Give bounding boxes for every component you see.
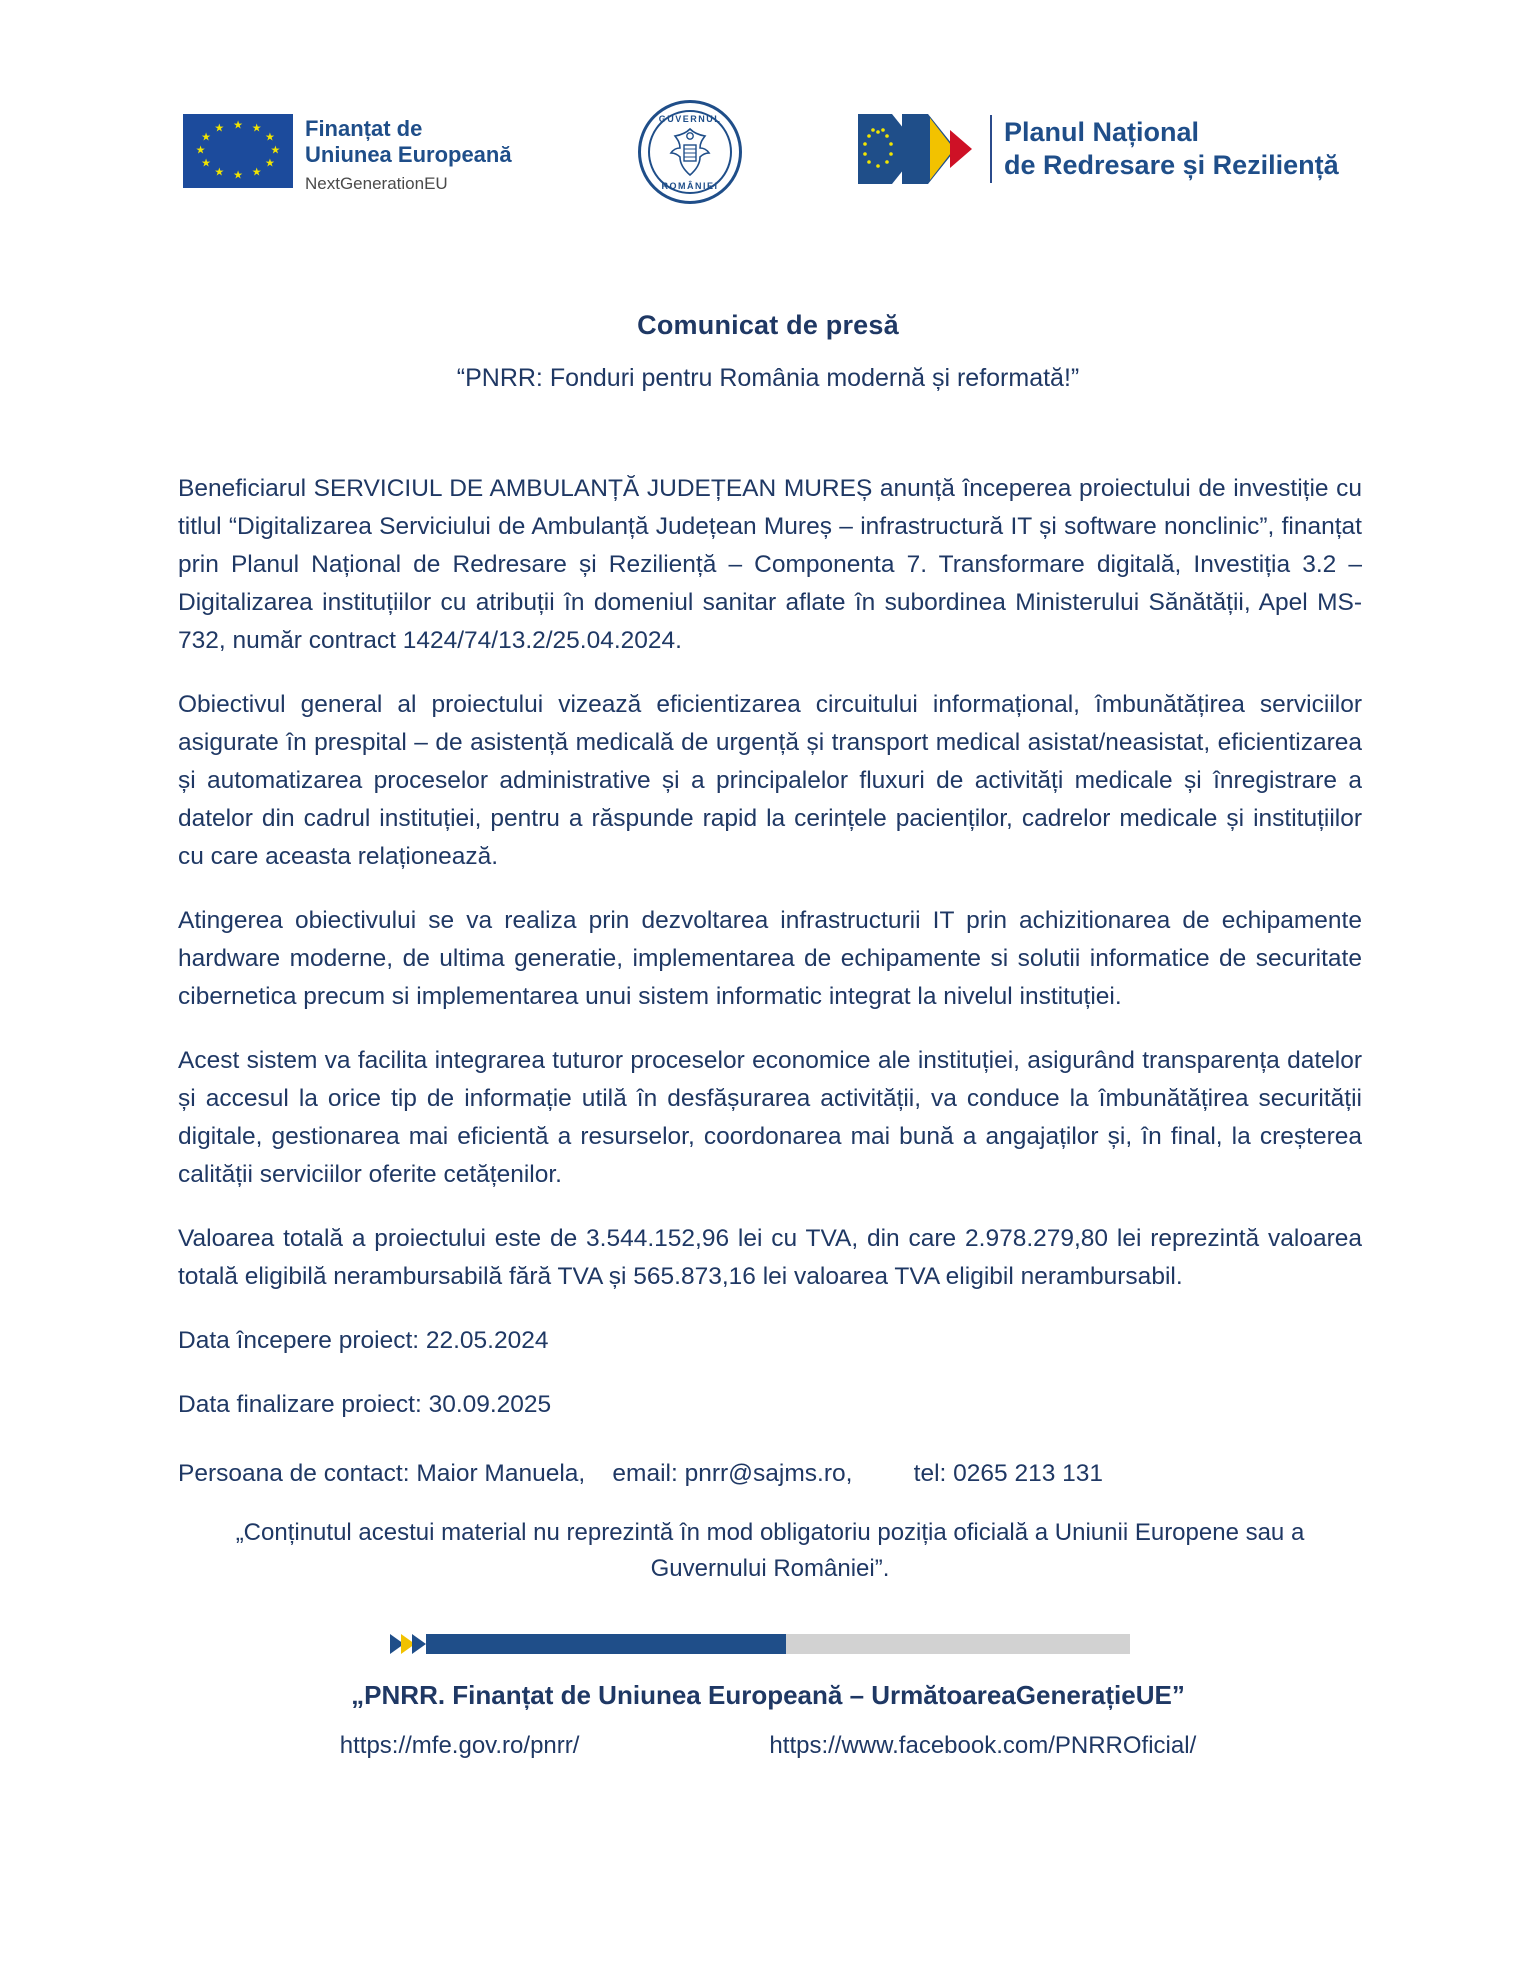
footer-link-facebook[interactable]: https://www.facebook.com/PNRROficial/	[769, 1732, 1197, 1759]
disclaimer-text: „Conținutul acestui material nu reprezintă în mod obligatoriu poziția oficială a Uniunii Europene sau a Guvernului României”.	[235, 1519, 1305, 1582]
seal-bottom-text: ROMÂNIEI	[661, 181, 719, 191]
project-start-date: Data începere proiect: 22.05.2024	[178, 1327, 549, 1354]
paragraph-objective: Obiectivul general al proiectului vizează eficientizarea circuitului informațional, îmbunătățirea serviciilor asigurate în prespital – de asistență medicală de urgență și transport medical asistat/neasistat, eficientizarea și automatizarea proceselor administrative și a principalelor fluxuri de activități medicale și înregistrare a datelor din cadrul instituției, pentru a răspunde rapid la cerințele pacienților, cadrelor medicale și instituțiilor cu care aceasta relaționează.	[178, 691, 1362, 870]
footer-bar-blue-segment	[426, 1634, 786, 1654]
seal-outer-ring	[638, 100, 742, 204]
paragraph-beneficiary: Beneficiarul SERVICIUL DE AMBULANȚĂ JUDEȚEAN MUREȘ anunță începerea proiectului de investiție cu titlul “Digitalizarea Serviciului de Ambulanță Județean Mureș – infrastructură IT și software nonclinic”, finanțat prin Planul Național de Redresare și Reziliență – Componenta 7. Transformare digitală, Investiția 3.2 – Digitalizarea instituțiilor cu atribuții în domeniul sanitar aflate în subordinea Ministerului Sănătății, Apel MS-732, număr contract 1424/74/13.2/25.04.2024.	[178, 475, 1362, 654]
contact-person-line: Persoana de contact: Maior Manuela, email: pnrr@sajms.ro, tel: 0265 213 131	[178, 1460, 1104, 1487]
footer-progress-bar	[390, 1634, 1130, 1654]
seal-top-text: GUVERNUL	[658, 114, 722, 124]
eu-logo-line1: Finanțat de	[305, 116, 423, 141]
eu-logo-line3: NextGenerationEU	[305, 174, 448, 193]
pnrr-logo-line1: Planul Național	[1004, 117, 1200, 147]
pnrr-logo-divider	[990, 115, 992, 183]
paragraph-project-value: Valoarea totală a proiectului este de 3.544.152,96 lei cu TVA, din care 2.978.279,80 lei reprezintă valoarea totală eligibilă nerambursabilă fără TVA și 565.873,16 lei valoarea TVA eligibil nerambursabil.	[178, 1225, 1362, 1290]
page-subtitle: “PNRR: Fonduri pentru România modernă și reformată!”	[456, 364, 1080, 392]
eu-logo-line2: Uniunea Europeană	[305, 142, 512, 167]
document-body	[178, 470, 1362, 1450]
pnrr-logo	[858, 112, 1339, 186]
pnrr-logo-line2: de Redresare și Reziliență	[1004, 150, 1339, 180]
eu-funding-logo	[183, 114, 512, 196]
pnrr-arrows-icon	[858, 112, 980, 186]
footer-arrow-blue2-icon	[412, 1634, 426, 1654]
footer-bar-grey-segment	[786, 1634, 1130, 1654]
paragraph-system-benefits: Acest sistem va facilita integrarea tuturor proceselor economice ale instituției, asigurând transparența datelor și accesul la orice tip de informație utilă în desfășurarea activității, va conduce la îmbunătățirea securității digitale, gestionarea mai eficientă a resurselor, coordonarea mai bună a angajaților și, în final, la creșterea calității serviciilor oferite cetățenilor.	[178, 1047, 1362, 1188]
eu-flag-icon: ★ ★ ★ ★ ★ ★ ★ ★ ★ ★ ★ ★	[183, 114, 293, 188]
eagle-crest-icon	[667, 126, 713, 178]
eu-logo-text	[305, 114, 512, 196]
page-title: Comunicat de presă	[637, 310, 899, 340]
pnrr-logo-text	[1004, 116, 1339, 182]
footer-link-mfe[interactable]: https://mfe.gov.ro/pnrr/	[339, 1732, 580, 1759]
footer-slogan: „PNRR. Finanțat de Uniunea Europeană – UrmătoareaGenerațieUE”	[351, 1680, 1185, 1710]
contact-block	[178, 1455, 1362, 1493]
header-logo-row	[0, 96, 1536, 206]
romanian-government-seal-logo	[638, 100, 742, 204]
footer-links	[0, 1732, 1536, 1760]
project-end-date: Data finalizare proiect: 30.09.2025	[178, 1391, 552, 1418]
paragraph-implementation: Atingerea obiectivului se va realiza prin dezvoltarea infrastructurii IT prin achizitionarea de echipamente hardware moderne, de ultima generatie, implementarea de echipamente si solutii informatice de securitate cibernetica precum si implementarea unui sistem informatic integrat la nivelul instituției.	[178, 907, 1362, 1010]
